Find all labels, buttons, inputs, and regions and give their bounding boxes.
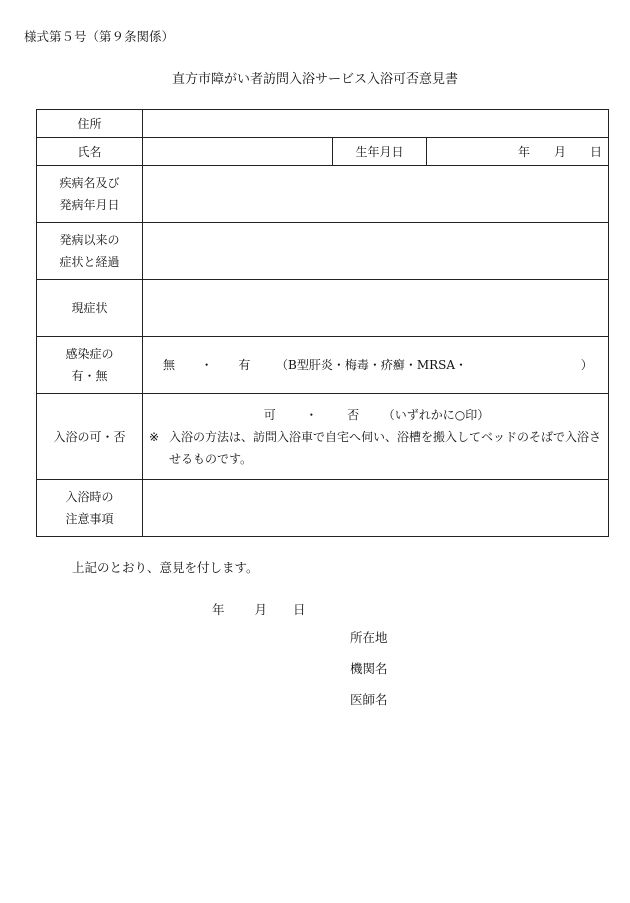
current-symptoms-label: 現症状 [37,280,143,337]
bathing-note [149,426,604,470]
infection-label-line-2: 有・無 [71,369,108,383]
infection-none-option[interactable]: 無 [163,358,176,372]
infection-label [37,337,143,394]
date-year: 年 [212,602,225,617]
dob-year: 年 [517,144,530,159]
bathing-label: 入浴の可・否 [37,394,143,480]
bathing-separator: ・ [305,407,318,422]
current-symptoms-field[interactable] [143,280,609,337]
bathing-options [149,404,604,426]
progress-label-line-1: 発病以来の [59,233,120,247]
progress-label [37,223,143,280]
location-label: 所在地 [350,630,388,645]
progress-row [37,223,609,280]
date-day: 日 [293,602,306,617]
disease-label [37,166,143,223]
infection-detail-text: （B型肝炎・梅毒・疥癬・MRSA・ [276,358,468,372]
infection-yes-option[interactable]: 有 [238,358,251,372]
issue-date[interactable] [212,600,306,618]
disease-row [37,166,609,223]
caution-field[interactable] [143,480,609,537]
bathing-row [37,394,609,480]
bathing-ok-option[interactable]: 可 [263,407,276,422]
bathing-instruction: （いずれかに○印） [382,407,490,422]
disease-field[interactable] [143,166,609,223]
dob-day: 日 [590,144,603,159]
note-mark: ※ [149,429,160,444]
caution-label-line-2: 注意事項 [65,512,114,526]
current-symptoms-row [37,280,609,337]
date-month: 月 [254,602,268,617]
name-field[interactable] [143,138,333,166]
note-text: 入浴の方法は、訪問入浴車で自宅へ伺い、浴槽を搬入してベッドのそばで入浴させるものです。 [169,429,602,466]
closing-statement: 上記のとおり、意見を付します。 [72,560,259,575]
dob-month: 月 [553,144,566,159]
form-number: 様式第５号（第９条関係） [24,29,175,44]
dob-label: 生年月日 [333,138,427,166]
name-label: 氏名 [37,138,143,166]
dob-field[interactable] [427,138,609,166]
caution-label [37,480,143,537]
infection-separator: ・ [200,358,213,372]
address-field[interactable] [143,110,609,138]
doctor-label: 医師名 [350,692,388,707]
bathing-field [143,394,609,480]
progress-label-line-2: 症状と経過 [59,255,120,269]
infection-close-paren: ） [580,358,593,372]
name-row [37,138,609,166]
disease-label-line-1: 疾病名及び [59,176,120,190]
institution-label: 機関名 [350,661,388,676]
address-row [37,110,609,138]
bathing-no-option[interactable]: 否 [347,407,360,422]
document-title: 直方市障がい者訪問入浴サービス入浴可否意見書 [171,72,458,87]
caution-row [37,480,609,537]
infection-row [37,337,609,394]
infection-field[interactable] [143,337,609,394]
disease-label-line-2: 発病年月日 [59,198,120,212]
progress-field[interactable] [143,223,609,280]
infection-label-line-1: 感染症の [65,347,114,361]
opinion-form-table [36,109,609,537]
address-label: 住所 [37,110,143,138]
caution-label-line-1: 入浴時の [65,490,114,504]
